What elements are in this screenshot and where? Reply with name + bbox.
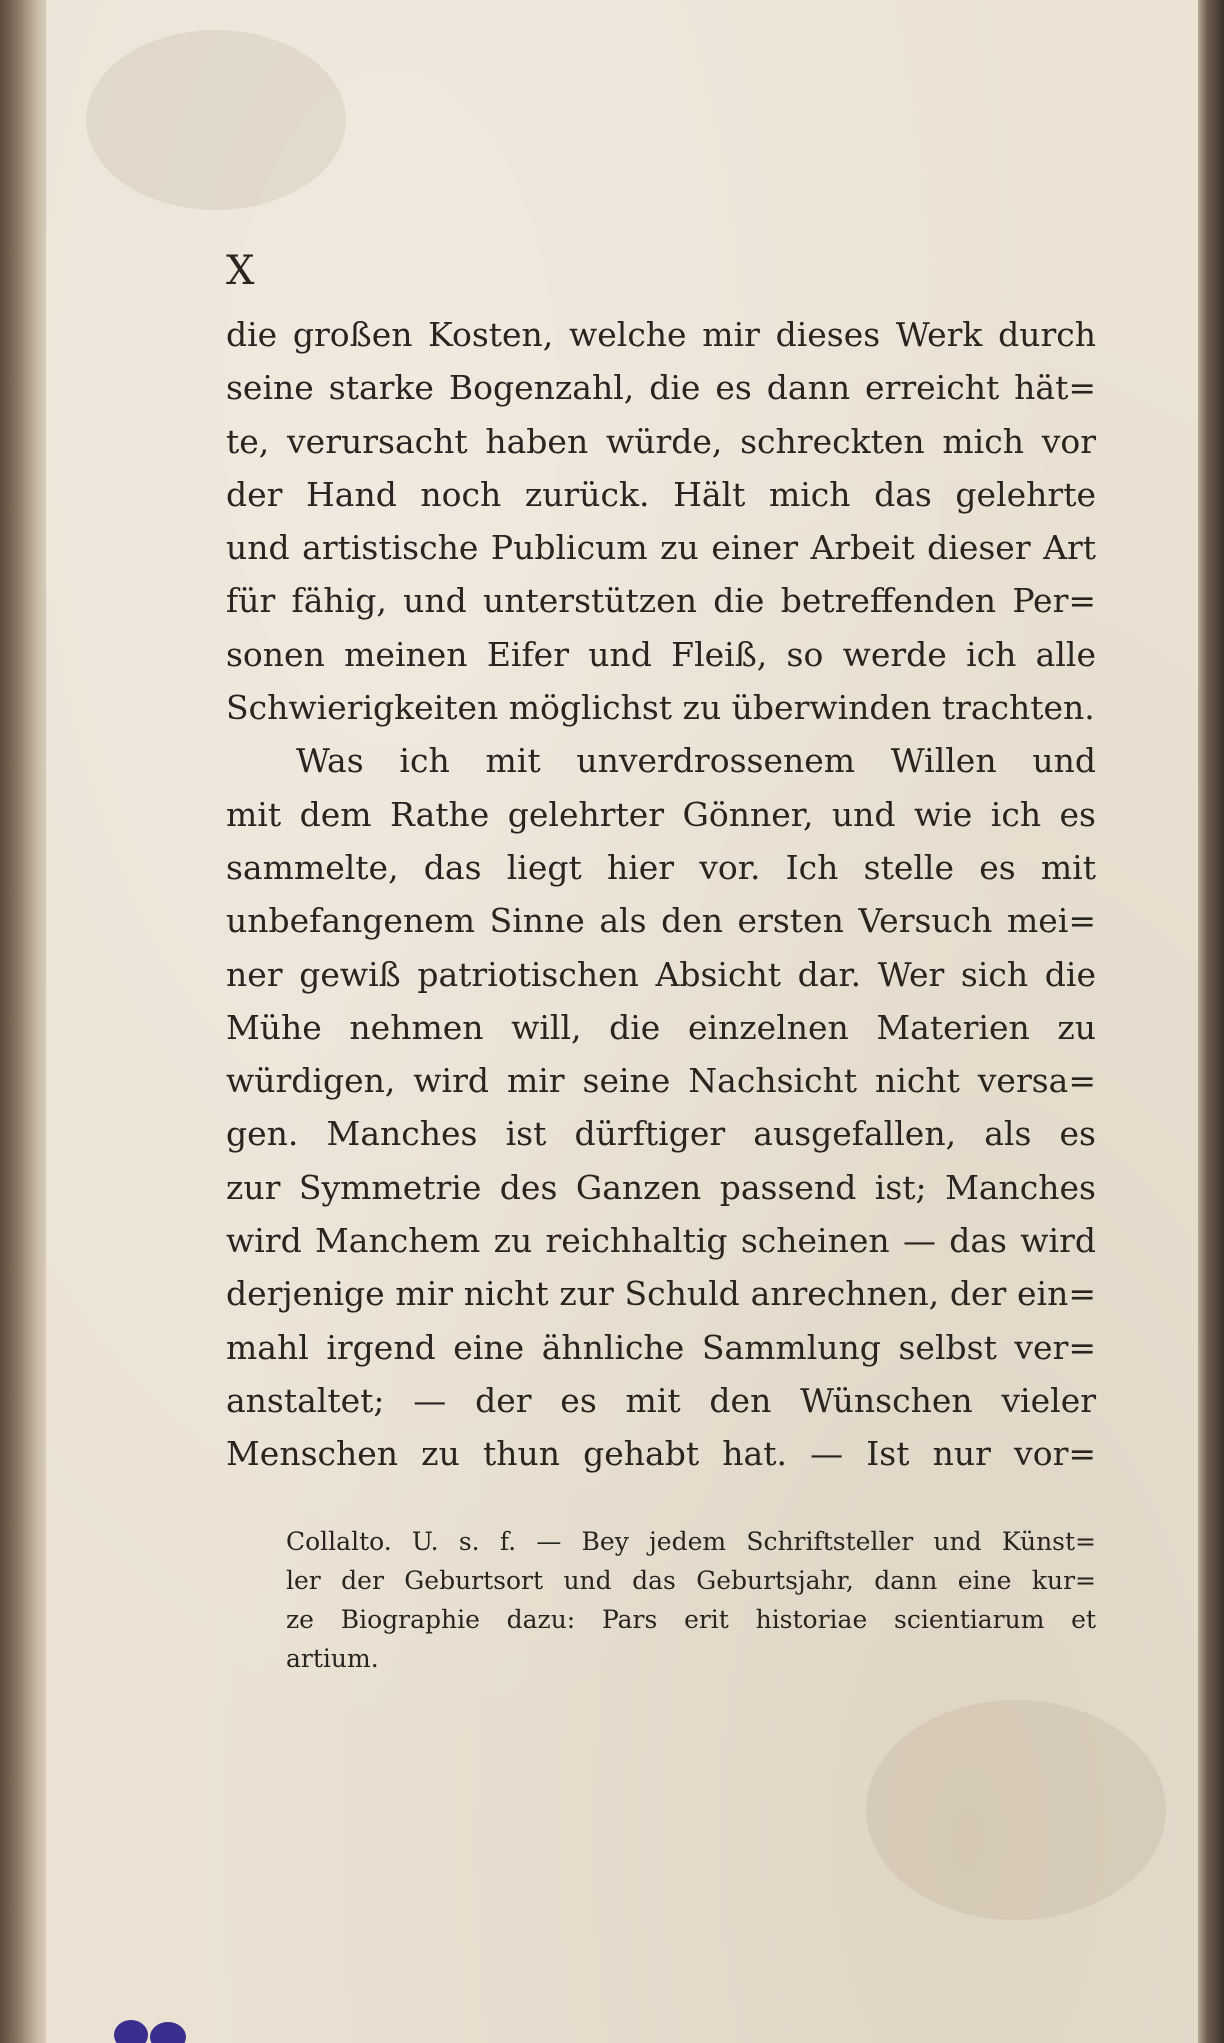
text-line: mahl irgend eine ähnliche Sammlung selbst ver= [226, 1327, 1096, 1367]
text-line: sonen meinen Eifer und Fleiß, so werde ich alle [226, 634, 1096, 674]
book-binding-edge-left [0, 0, 46, 2043]
ink-blot-mark [114, 2020, 148, 2043]
text-line: wird Manchem zu reichhaltig scheinen — das wird [226, 1221, 1096, 1261]
text-line: Menschen zu thun gehabt hat. — Ist nur vor= [226, 1434, 1096, 1474]
footnote-line: artium. [286, 1644, 379, 1673]
page-number: X [226, 248, 256, 294]
text-line: seine starke Bogenzahl, die es dann erreicht hät= [226, 368, 1096, 408]
text-line: Mühe nehmen will, die einzelnen Materien zu [226, 1007, 1096, 1047]
text-line: und artistische Publicum zu einer Arbeit dieser Art [226, 528, 1096, 568]
text-line: sammelte, das liegt hier vor. Ich stelle es mit [226, 847, 1096, 887]
footnote-line: ler der Geburtsort und das Geburtsjahr, dann eine kur= [286, 1566, 1096, 1595]
text-line: unbefangenem Sinne als den ersten Versuch mei= [226, 901, 1096, 941]
text-line: Was ich mit unverdrossenem Willen und [296, 741, 1096, 781]
text-line: mit dem Rathe gelehrter Gönner, und wie ich es [226, 794, 1096, 834]
text-line: die großen Kosten, welche mir dieses Werk durch [226, 315, 1096, 354]
text-line: Schwierigkeiten möglichst zu überwinden trachten. [226, 688, 1095, 728]
text-line: derjenige mir nicht zur Schuld anrechnen, der ein= [226, 1274, 1096, 1314]
footnote-line: ze Biographie dazu: Pars erit historiae scientiarum et [286, 1605, 1096, 1634]
paper-stain [866, 1700, 1166, 1920]
text-line: gen. Manches ist dürftiger ausgefallen, als es [226, 1114, 1096, 1154]
footnote [286, 1522, 1096, 1678]
text-line: zur Symmetrie des Ganzen passend ist; Manches [226, 1167, 1096, 1207]
text-line: anstaltet; — der es mit den Wünschen vieler [226, 1380, 1096, 1420]
text-line: ner gewiß patriotischen Absicht dar. Wer sich die [226, 954, 1096, 994]
text-line: der Hand noch zurück. Hält mich das gelehrte [226, 474, 1096, 514]
text-line: te, verursacht haben würde, schreckten mich vor [226, 421, 1096, 461]
paper-stain [86, 30, 346, 210]
book-binding-edge-right [1198, 0, 1224, 2043]
text-line: für fähig, und unterstützen die betreffenden Per= [226, 581, 1096, 621]
footnote-line: Collalto. U. s. f. — Bey jedem Schriftsteller und Künst= [286, 1527, 1096, 1556]
text-line: würdigen, wird mir seine Nachsicht nicht versa= [226, 1061, 1096, 1101]
body-text [226, 308, 1096, 1481]
